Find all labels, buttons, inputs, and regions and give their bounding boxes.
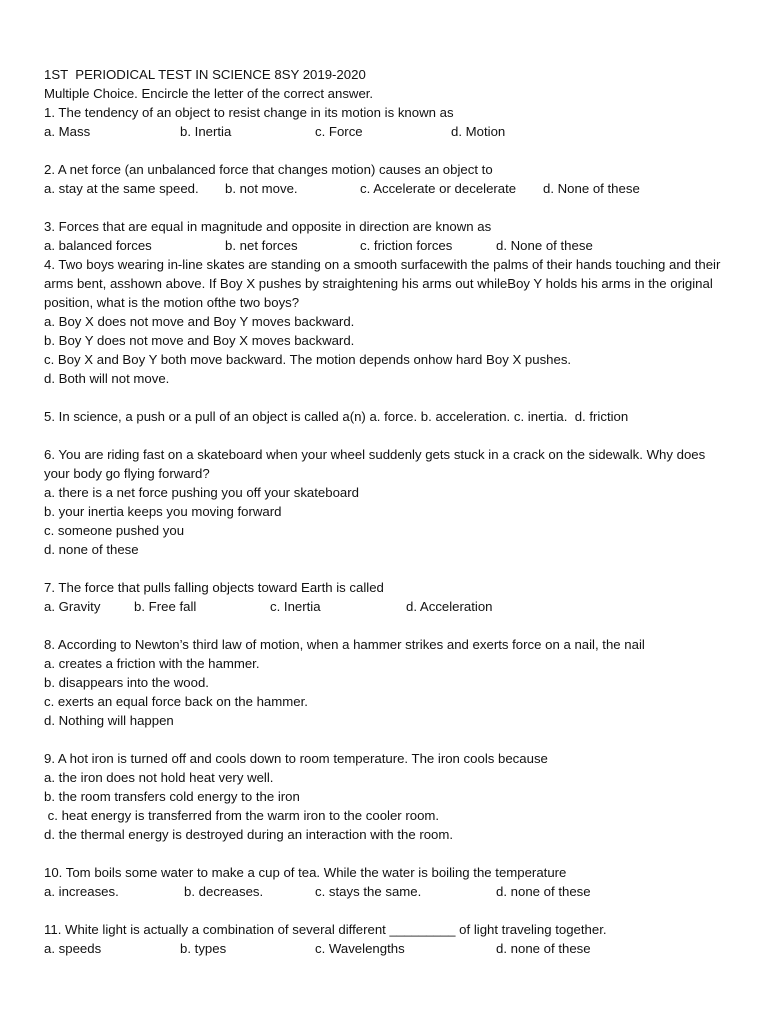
question-6-choice-a: a. there is a net force pushing you off your skateboard: [44, 485, 359, 500]
choice-a: a. Gravity: [44, 599, 101, 614]
question-2-choices: [44, 179, 724, 198]
question-6-choice-d: d. none of these: [44, 542, 139, 557]
question-5-stem: 5. In science, a push or a pull of an object is called a(n) a. force. b. acceleration. c. inertia. d. friction: [44, 409, 629, 424]
choice-c: c. Accelerate or decelerate: [360, 181, 517, 196]
question-11-choices: [44, 939, 724, 958]
question-9-choice-d: d. the thermal energy is destroyed during an interaction with the room.: [44, 827, 454, 842]
choice-a: a. increases.: [44, 884, 119, 899]
question-3-choices: [44, 236, 724, 255]
choice-d: d. Acceleration: [406, 599, 493, 614]
question-9-stem: 9. A hot iron is turned off and cools down to room temperature. The iron cools because: [44, 751, 548, 766]
question-6-choice-c: c. someone pushed you: [44, 523, 185, 538]
question-1-stem: 1. The tendency of an object to resist change in its motion is known as: [44, 105, 454, 120]
choice-b: b. Free fall: [134, 599, 197, 614]
question-4-stem: 4. Two boys wearing in-line skates are standing on a smooth surfacewith the palms of their hands touching and their arms bent, asshown above. If Boy X pushes by straightening his arms out whileBoy Y holds his arms in the original position, what is the motion ofthe two boys?: [44, 257, 721, 310]
choice-a: a. Mass: [44, 124, 91, 139]
choice-d: d. none of these: [496, 941, 591, 956]
question-10-stem: 10. Tom boils some water to make a cup of tea. While the water is boiling the temperature: [44, 865, 567, 880]
test-page: [44, 65, 724, 958]
choice-a: a. speeds: [44, 941, 102, 956]
question-8-choice-c: c. exerts an equal force back on the hammer.: [44, 694, 308, 709]
choice-d: d. Motion: [451, 124, 506, 139]
question-4-choice-b: b. Boy Y does not move and Boy X moves backward.: [44, 333, 355, 348]
question-9-choice-b: b. the room transfers cold energy to the iron: [44, 789, 300, 804]
question-4-choice-c: c. Boy X and Boy Y both move backward. The motion depends onhow hard Boy X pushes.: [44, 352, 572, 367]
choice-b: b. Inertia: [180, 124, 232, 139]
question-8-choice-d: d. Nothing will happen: [44, 713, 174, 728]
question-3-stem: 3. Forces that are equal in magnitude and opposite in direction are known as: [44, 219, 492, 234]
choice-b: b. net forces: [225, 238, 298, 253]
question-4-choice-a: a. Boy X does not move and Boy Y moves backward.: [44, 314, 355, 329]
question-4-choice-d: d. Both will not move.: [44, 371, 170, 386]
question-7-choices: [44, 597, 724, 616]
choice-b: b. types: [180, 941, 227, 956]
choice-d: d. None of these: [543, 181, 640, 196]
question-1-choices: [44, 122, 724, 141]
question-9-choice-a: a. the iron does not hold heat very well.: [44, 770, 274, 785]
instructions: Multiple Choice. Encircle the letter of the correct answer.: [44, 86, 374, 101]
choice-c: c. friction forces: [360, 238, 453, 253]
question-11-stem: 11. White light is actually a combination of several different _________ of light traveling together.: [44, 922, 607, 937]
question-6-stem: 6. You are riding fast on a skateboard when your wheel suddenly gets stuck in a crack on the sidewalk. Why does your body go flying forward?: [44, 447, 706, 481]
question-2-stem: 2. A net force (an unbalanced force that changes motion) causes an object to: [44, 162, 493, 177]
question-8-choice-a: a. creates a friction with the hammer.: [44, 656, 260, 671]
question-10-choices: [44, 882, 724, 901]
choice-c: c. stays the same.: [315, 884, 422, 899]
question-7-stem: 7. The force that pulls falling objects toward Earth is called: [44, 580, 384, 595]
choice-a: a. balanced forces: [44, 238, 152, 253]
choice-d: d. none of these: [496, 884, 591, 899]
choice-c: c. Inertia: [270, 599, 321, 614]
choice-b: b. not move.: [225, 181, 298, 196]
choice-b: b. decreases.: [184, 884, 264, 899]
choice-c: c. Force: [315, 124, 363, 139]
choice-a: a. stay at the same speed.: [44, 181, 199, 196]
question-8-choice-b: b. disappears into the wood.: [44, 675, 209, 690]
question-6-choice-b: b. your inertia keeps you moving forward: [44, 504, 282, 519]
test-title: 1ST PERIODICAL TEST IN SCIENCE 8SY 2019-2020: [44, 67, 366, 82]
choice-c: c. Wavelengths: [315, 941, 405, 956]
question-8-stem: 8. According to Newton’s third law of motion, when a hammer strikes and exerts force on a nail, the nail: [44, 637, 645, 652]
choice-d: d. None of these: [496, 238, 593, 253]
question-9-choice-c: c. heat energy is transferred from the warm iron to the cooler room.: [44, 808, 440, 823]
